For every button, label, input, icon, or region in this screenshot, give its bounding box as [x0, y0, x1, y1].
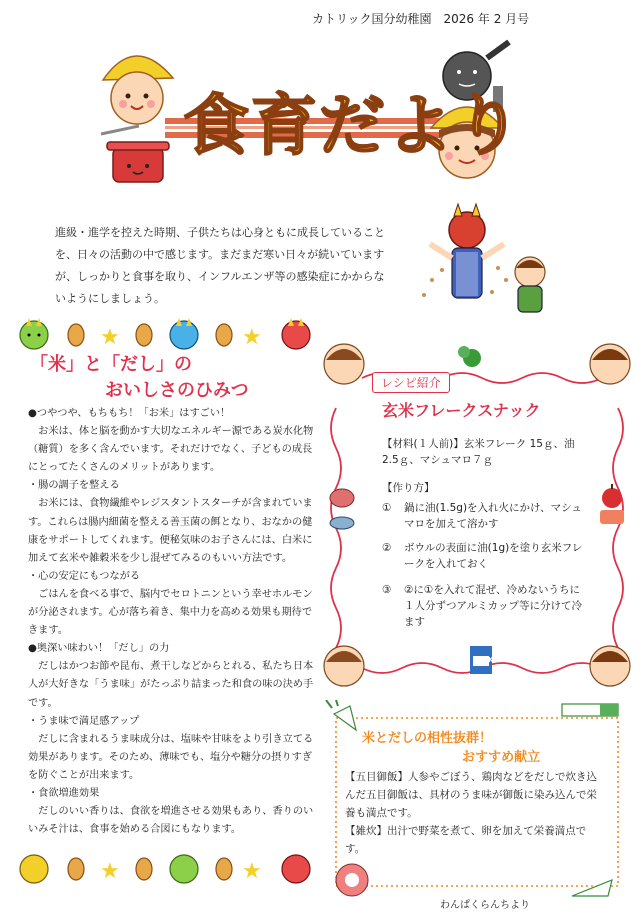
- menu-paragraph: 【五目御飯】人参やごぼう、鶏肉などをだしで炊き込んだ五目御飯は、具材のうま味が御飯に染み込んで栄養も満点です。: [345, 771, 597, 819]
- bean-face-icon: [136, 324, 152, 346]
- bean-face-icon: [216, 324, 232, 346]
- rice-paragraph: ごはんを食べる事で、脳内でセロトニンという幸せホルモンが分泌されます。心が落ち着き、集中力を高める効果も期待できます。: [28, 588, 313, 637]
- rice-heading-line2: おいしさのひみつ: [105, 380, 249, 401]
- vegetable-icon: [458, 346, 481, 367]
- menu-body: [345, 768, 597, 858]
- star-icon: [100, 859, 120, 884]
- bean-face-icon: [68, 324, 84, 346]
- decor-row-bottom: [14, 852, 314, 886]
- svg-text:★: ★: [100, 325, 120, 350]
- rice-paragraph: ・腸の調子を整える: [28, 480, 120, 492]
- rice-paragraph: だしはかつお節や昆布、煮干しなどからとれる、私たち日本人が大好きな「うま味」がたっぷり詰まった和食の味の決め手です。: [28, 661, 314, 709]
- rice-paragraph: ●つやつや、もちもち！「お米」はすごい！: [28, 408, 231, 419]
- svg-text:★: ★: [100, 859, 120, 884]
- newsletter-header: カトリック国分幼稚園 2026 年 2 月号: [312, 12, 530, 26]
- bean-face-icon: [68, 858, 84, 880]
- daikon-icon: [326, 700, 356, 730]
- star-icon: [242, 325, 262, 350]
- rice-paragraph: お米は、体と脳を動かす大切なエネルギー源である炭水化物（糖質）を多く含んでいます。それだけでなく、子どもの成長にとってたくさんのメリットがあります。: [28, 426, 314, 474]
- radish-icon: [336, 864, 368, 896]
- oni-face-icon: [282, 318, 310, 349]
- milk-label: MILK: [474, 656, 494, 664]
- svg-text:★: ★: [242, 859, 262, 884]
- salmon-icon: [600, 510, 624, 524]
- decor-row-top: [14, 318, 314, 352]
- child-face-icon: [324, 646, 364, 686]
- step-number: ②: [382, 542, 392, 554]
- bean-face-icon: [216, 858, 232, 880]
- rice-paragraph: ●奥深い味わい！「だし」の力: [28, 643, 170, 655]
- recipe-materials: 【材料(１人前)】玄米フレーク 15ｇ、油 2.5ｇ、マシュマロ７ｇ: [382, 438, 575, 466]
- star-icon: [242, 859, 262, 884]
- menu-heading-line2: おすすめ献立: [462, 750, 541, 765]
- step-text: ②に①を入れて混ぜ、冷めないうちに１人分ずつアルミカップ等に分けて冷ます: [404, 584, 582, 628]
- oni-mask-mother-icon: [430, 204, 504, 298]
- step-text: 鍋に油(1.5g)を入れ火にかけ、マシュマロを加えて溶かす: [404, 502, 582, 530]
- rice-paragraph: ・心の安定にもつながる: [28, 570, 141, 582]
- meat-icon: [330, 489, 354, 507]
- rice-heading-line1: 「米」と「だし」の: [30, 354, 192, 375]
- recipe-how-label: 【作り方】: [382, 482, 435, 494]
- pot-icon: [101, 126, 169, 182]
- star-icon: [100, 325, 120, 350]
- oni-face-icon: [170, 318, 198, 349]
- footer-credit: わんぱくらんちより: [440, 900, 530, 911]
- recipe-title: 玄米フレークスナック: [382, 401, 541, 420]
- step-number: ①: [382, 502, 392, 514]
- child-face-icon: [324, 344, 364, 384]
- child-face-icon: [590, 344, 630, 384]
- bean-face-icon: [136, 858, 152, 880]
- intro-text: 進級・進学を控えた時期、子供たちは心身ともに成長していることを、日々の活動の中で感じます。まだまだ寒い日々が続いていますが、しっかりと食事を取り、インフルエンザ等の感染症にかからないようにしましょう。: [55, 226, 385, 305]
- svg-text:★: ★: [242, 325, 262, 350]
- carrot-icon: [572, 880, 612, 896]
- rice-paragraph: ・食欲増進効果: [28, 787, 100, 799]
- oni-face-icon: [20, 855, 48, 883]
- leek-icon: [562, 704, 618, 716]
- menu-heading-line1: 米とだしの相性抜群！: [362, 731, 493, 746]
- setsubun-illustration: [412, 200, 562, 320]
- oni-face-icon: [282, 855, 310, 883]
- rice-paragraph: お米には、食物繊維やレジスタントスターチが含まれています。これらは腸内細菌を整える善玉菌の餌となり、おなかの健康をサポートしてくれます。便秘気味のお子さんには、白米に加えて玄米や雑穀米を少し混ぜてみるのもいい方法です。: [28, 498, 313, 564]
- fish-icon: [330, 517, 354, 529]
- rice-section-body: [28, 405, 318, 839]
- rice-paragraph: ・うま味で満足感アップ: [28, 715, 140, 727]
- recipe-tag: レシピ紹介: [372, 372, 450, 393]
- rice-paragraph: だしに含まれるうま味成分は、塩味や甘味をより引き立てる効果があります。そのため、薄味でも、塩分や糖分の摂りすぎを防ぐことが出来ます。: [28, 733, 314, 781]
- boy-face-icon: [103, 56, 173, 124]
- rice-paragraph: だしのいい香りは、食欲を増進させる効果もあり、香りのいいみそ汁は、食事を始める合図にもなります。: [28, 806, 314, 836]
- child-throwing-beans-icon: [515, 257, 545, 312]
- menu-paragraph: 【雑炊】出汁で野菜を煮て、卵を加えて栄養満点です。: [345, 825, 587, 855]
- step-text: ボウルの表面に油(1g)を塗り玄米フレークを入れておく: [404, 542, 583, 570]
- step-number: ③: [382, 584, 392, 596]
- page-title: 食育だより: [183, 87, 523, 164]
- oni-face-icon: [20, 318, 48, 349]
- oni-face-icon: [170, 855, 198, 883]
- child-face-icon: [590, 646, 630, 686]
- apple-icon: [602, 484, 622, 508]
